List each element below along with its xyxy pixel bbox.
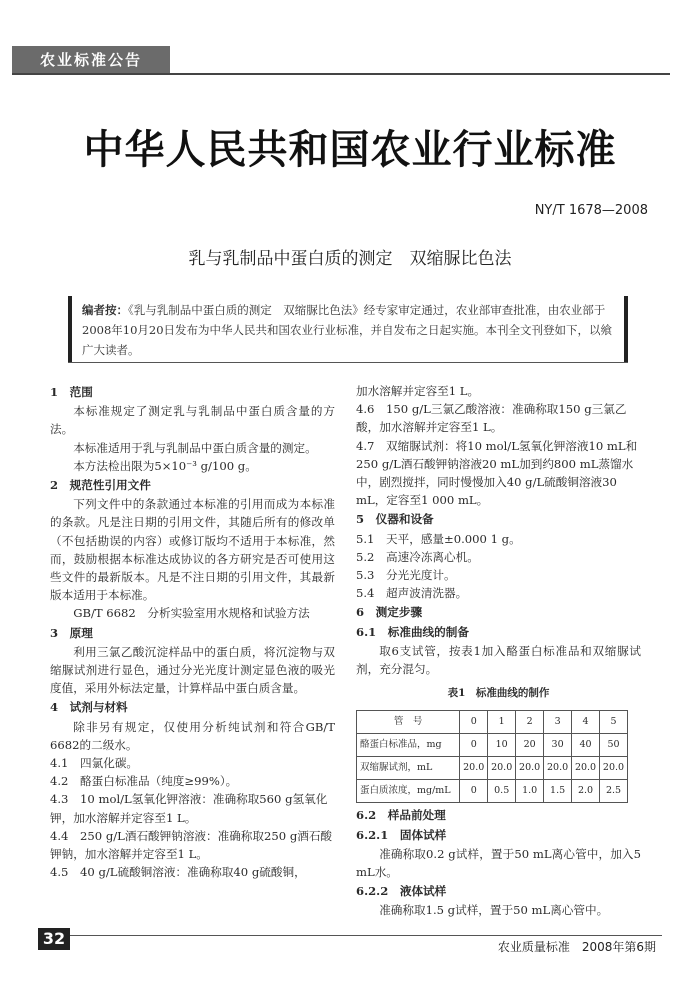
standard-title: 乳与乳制品中蛋白质的测定 双缩脲比色法 (188, 249, 512, 269)
paragraph: 本标准规定了测定乳与乳制品中蛋白质含量的方法。 (50, 404, 335, 437)
editor-note (82, 300, 616, 360)
table-cell: 40 (572, 734, 600, 757)
table-cell: 2.0 (572, 780, 600, 803)
section-tag: 农业标准公告 (12, 46, 170, 74)
table-cell: 30 (544, 734, 572, 757)
paragraph: 本方法检出限为5×10⁻³ g/100 g。 (73, 458, 257, 473)
table-row (357, 757, 628, 780)
table-cell: 0 (460, 734, 488, 757)
box-bottom-rule (68, 362, 628, 363)
paragraph: 取6支试管，按表1加入酪蛋白标准品和双缩脲试剂，充分混匀。 (356, 643, 641, 677)
journal-footer: 农业质量标准 2008年第6期 (497, 940, 656, 954)
table-cell: 2.5 (600, 780, 628, 803)
editor-note-lead: 编者按： (82, 303, 128, 317)
table-header-cell: 管 号 (357, 711, 460, 734)
table-header-cell: 0 (460, 711, 488, 734)
table-cell: 10 (488, 734, 516, 757)
table-row (357, 780, 628, 803)
table-cell: 20.0 (544, 757, 572, 780)
table-cell: 1.0 (516, 780, 544, 803)
table-cell: 蛋白质浓度，mg/mL (357, 780, 460, 803)
subsection-heading: 6.1 标准曲线的制备 (356, 624, 469, 639)
standard-curve-table (356, 710, 628, 803)
paragraph: 除非另有规定，仅使用分析纯试剂和符合GB/T 6682的二级水。 (50, 719, 335, 752)
spacer (356, 803, 641, 805)
list-item: 5.1 天平，感量±0.000 1 g。 (356, 531, 521, 546)
table-cell: 酪蛋白标准品，mg (357, 734, 460, 757)
table-row (357, 734, 628, 757)
list-item: 4.5 40 g/L硫酸铜溶液：准确称取40 g硫酸铜， (50, 865, 306, 880)
list-item: 4.1 四氯化碳。 (50, 756, 139, 771)
table-cell: 20.0 (516, 757, 544, 780)
page-number: 32 (38, 928, 70, 950)
footer-rule (38, 935, 662, 936)
table-header-cell: 3 (544, 711, 572, 734)
table-cell: 20.0 (572, 757, 600, 780)
paragraph: 利用三氯乙酸沉淀样品中的蛋白质，将沉淀物与双缩脲试剂进行显色，通过分光光度计测定显色液的吸光度值，采用外标法定量，计算样品中蛋白质含量。 (50, 644, 335, 696)
section-heading: 1 范围 (50, 385, 93, 399)
header-rule (12, 73, 670, 75)
table-cell: 20 (516, 734, 544, 757)
subsection-heading: 6.2 样品前处理 (356, 808, 446, 823)
paragraph: 准确称取1.5 g试样，置于50 mL离心管中。 (379, 903, 609, 918)
right-column (356, 382, 641, 920)
paragraph: 下列文件中的条款通过本标准的引用而成为本标准的条款。凡是注日期的引用文件，其随后所有的修改单（不包括勘误的内容）或修订版均不适用于本标准，然而，鼓励根据本标准达成协议的各方研究是否可使用这些文件的最新版本。凡是不注日期的引用文件，其最新版本适用于本标准。 (50, 497, 335, 603)
list-item: 4.3 10 mol/L氢氧化钾溶液：准确称取560 g氢氧化钾，加水溶解并定容至1 L。 (50, 792, 328, 825)
box-bar-right (624, 296, 628, 362)
table-cell: 20.0 (600, 757, 628, 780)
list-item: 5.4 超声波清洗器。 (356, 586, 468, 601)
section-heading: 3 原理 (50, 625, 93, 640)
table-cell: 1.5 (544, 780, 572, 803)
paragraph: 本标准适用于乳与乳制品中蛋白质含量的测定。 (73, 440, 317, 455)
section-heading: 2 规范性引用文件 (50, 478, 151, 493)
editor-note-box (68, 296, 628, 362)
list-item: 4.6 150 g/L三氯乙酸溶液：准确称取150 g三氯乙酸，加水溶解并定容至1 L。 (356, 402, 627, 435)
main-title: 中华人民共和国农业行业标准 (83, 126, 617, 173)
list-item: 5.2 高速冷冻离心机。 (356, 549, 479, 564)
paragraph: GB/T 6682 分析实验室用水规格和试验方法 (73, 606, 310, 621)
section-heading: 5 仪器和设备 (356, 512, 434, 527)
subsection-heading: 6.2.2 液体试样 (356, 884, 447, 899)
table-cell: 0 (460, 780, 488, 803)
table-header-row (357, 711, 628, 734)
section-heading: 4 试剂与材料 (50, 700, 128, 715)
list-item: 5.3 分光光度计。 (356, 568, 456, 583)
table-title: 表1 标准曲线的制作 (447, 687, 550, 700)
table-cell: 20.0 (488, 757, 516, 780)
editor-note-text: 《乳与乳制品中蛋白质的测定 双缩脲比色法》经专家审定通过，农业部审查批准，由农业部于2008年10月20日发布为中华人民共和国农业行业标准，并自发布之日起实施。本刊全文刊登如下，以飨广大读者。 (82, 303, 613, 357)
table-cell: 0.5 (488, 780, 516, 803)
box-bar-left (68, 296, 72, 362)
list-item: 4.4 250 g/L酒石酸钾钠溶液：准确称取250 g酒石酸钾钠，加水溶解并定容至1 L。 (50, 828, 333, 862)
section-heading: 6 测定步骤 (356, 605, 423, 620)
paragraph: 准确称取0.2 g试样，置于50 mL离心管中，加入5 mL水。 (356, 846, 641, 880)
standard-code: NY/T 1678—2008 (534, 203, 648, 218)
list-item: 4.2 酪蛋白标准品（纯度≥99%）。 (50, 774, 238, 789)
list-item: 4.7 双缩脲试剂：将10 mol/L氢氧化钾溶液10 mL和250 g/L酒石酸钾钠溶液20 mL加到约800 mL蒸馏水中，剧烈搅拌，同时慢慢加入40 g/L硫酸铜溶液30 mL，定容至1 000 mL。 (356, 438, 638, 508)
table-header-cell: 4 (572, 711, 600, 734)
table-header-cell: 5 (600, 711, 628, 734)
subsection-heading: 6.2.1 固体试样 (356, 827, 447, 842)
table-cell: 50 (600, 734, 628, 757)
table-header-cell: 1 (488, 711, 516, 734)
paragraph: 加水溶解并定容至1 L。 (356, 384, 480, 398)
table-header-cell: 2 (516, 711, 544, 734)
left-column (50, 382, 335, 881)
table-cell: 20.0 (460, 757, 488, 780)
table-cell: 双缩脲试剂，mL (357, 757, 460, 780)
